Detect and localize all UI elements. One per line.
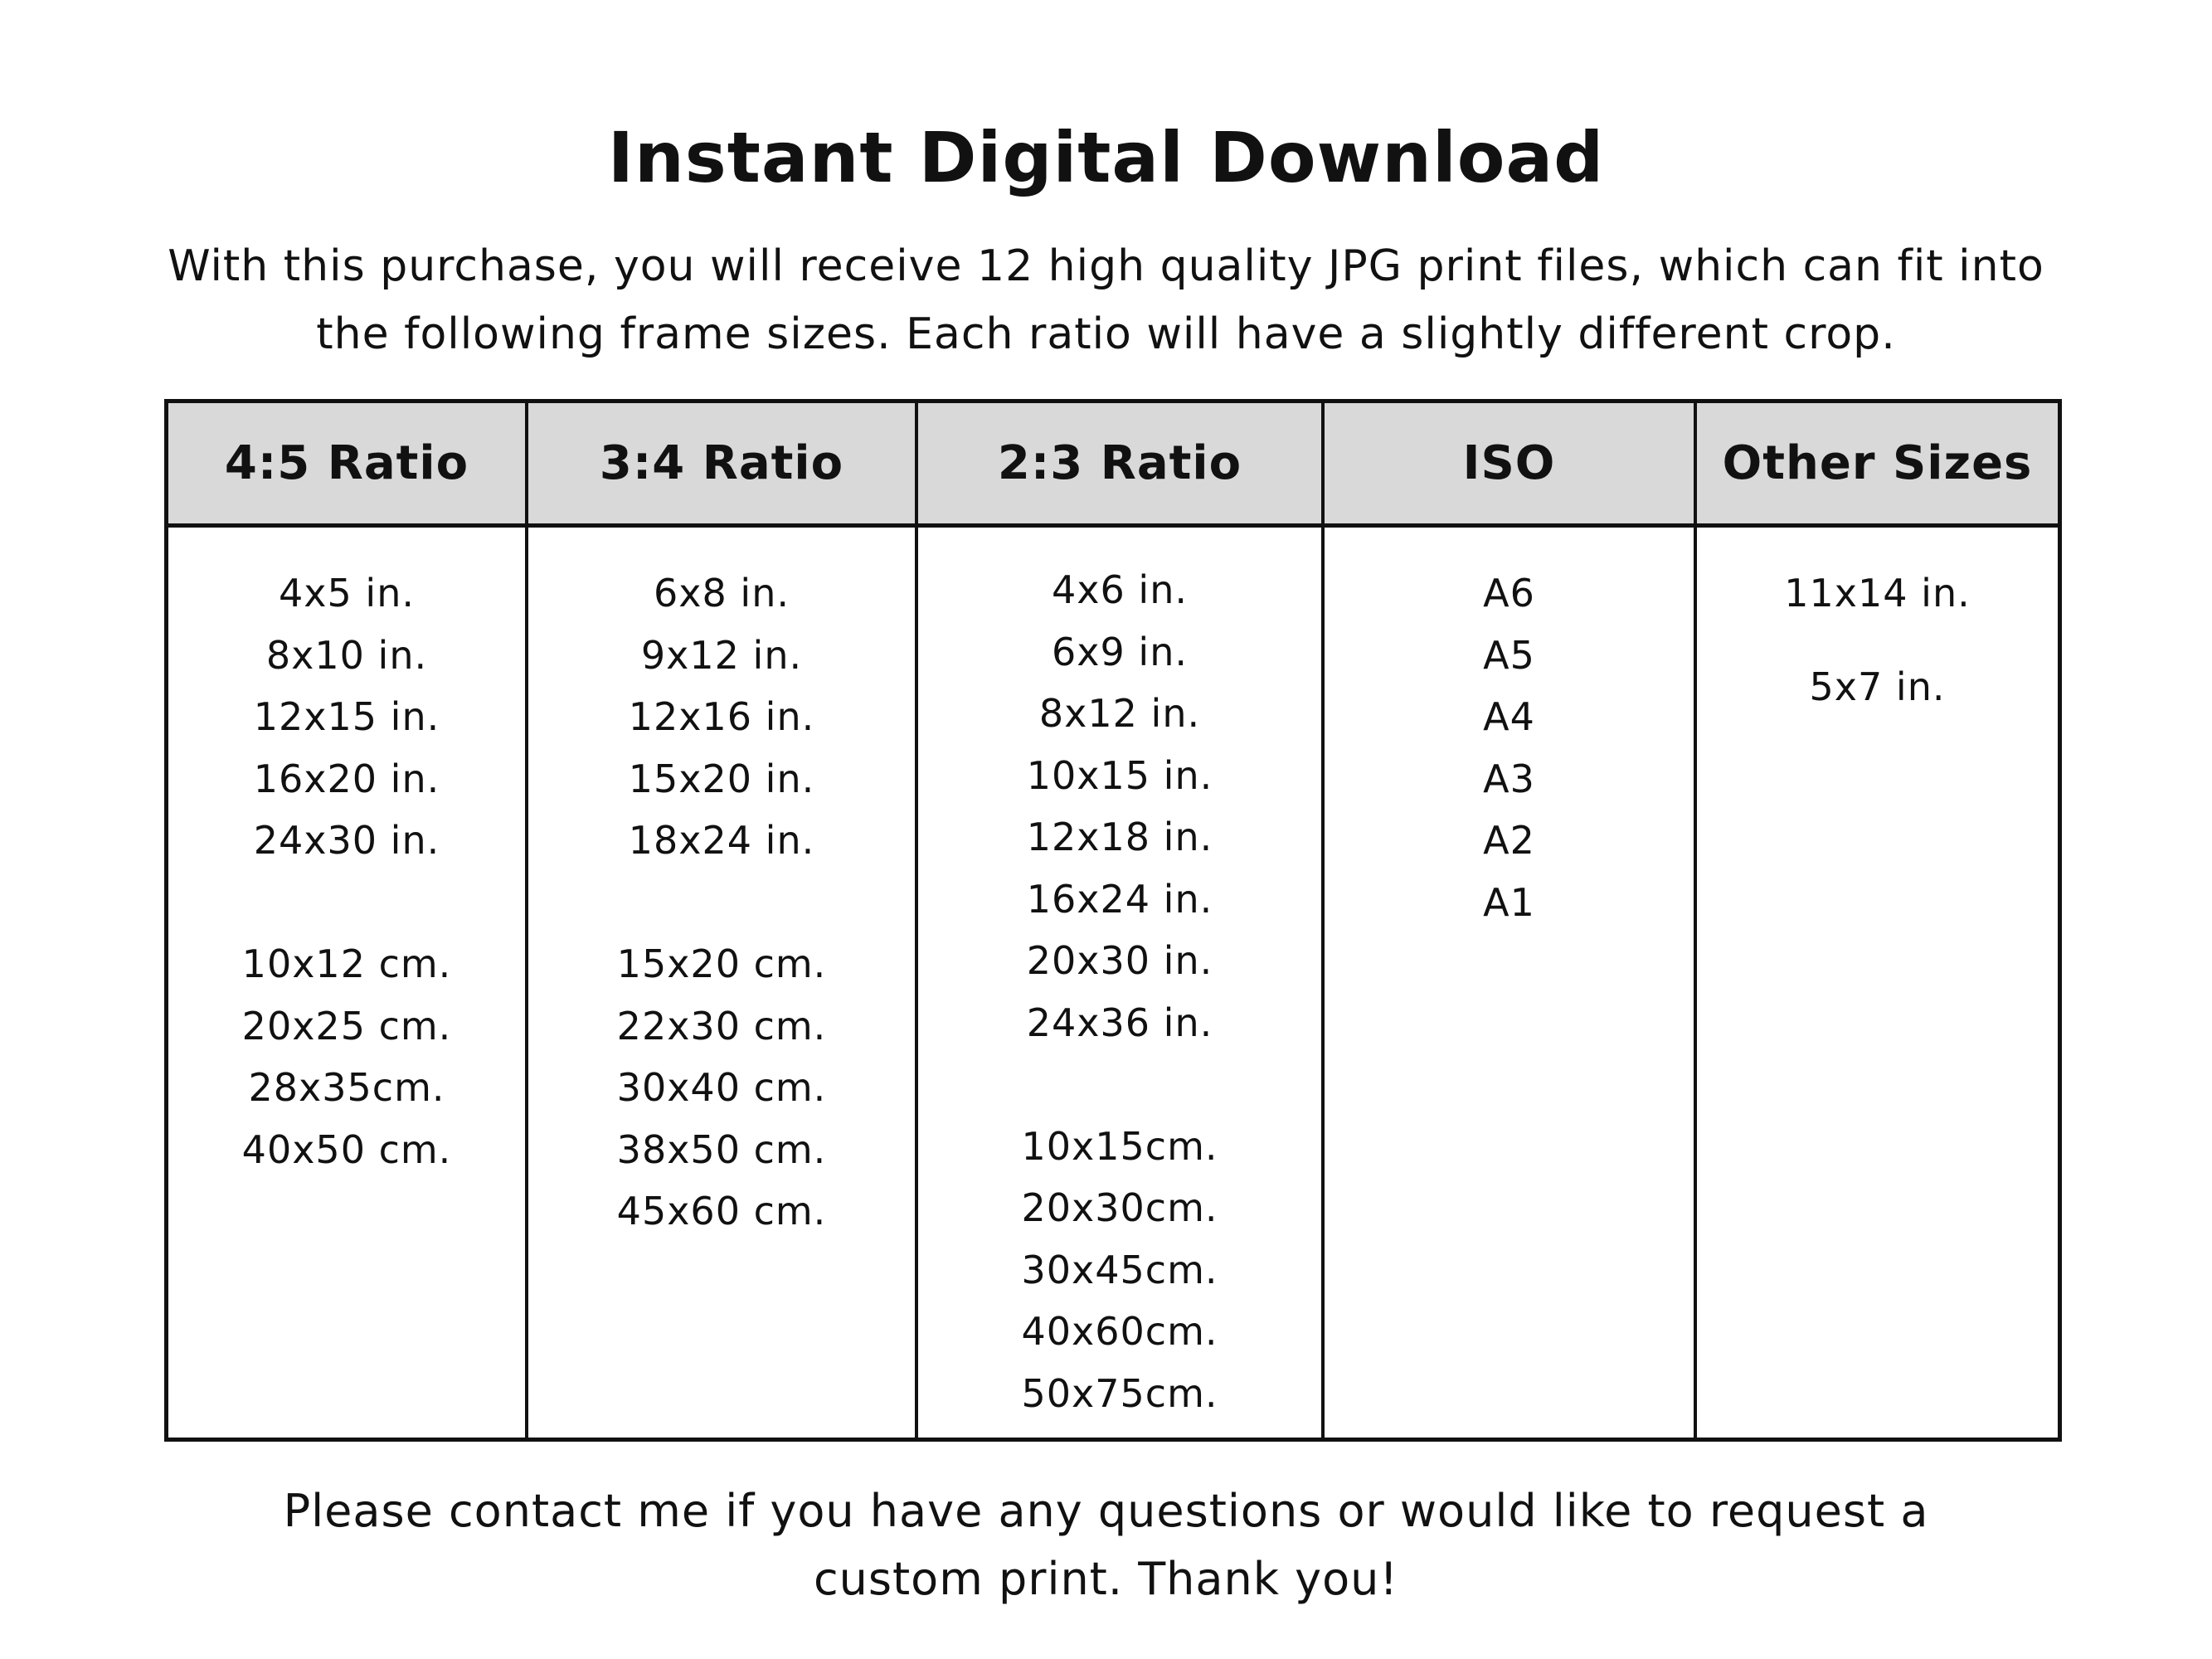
size-item: 12x18 in. — [1026, 815, 1213, 859]
spacer — [528, 872, 915, 934]
size-item: A1 — [1483, 879, 1535, 925]
size-item: 12x16 in. — [628, 694, 815, 739]
size-list — [1697, 528, 2058, 718]
size-item: 10x15 in. — [1026, 752, 1213, 798]
size-item: 6x8 in. — [654, 571, 790, 615]
size-item: 24x36 in. — [1026, 1000, 1213, 1045]
column-header: ISO — [1325, 403, 1694, 528]
size-item: 20x25 cm. — [241, 1003, 452, 1048]
size-item: 15x20 in. — [628, 756, 815, 801]
size-item: 10x15cm. — [1021, 1123, 1218, 1169]
size-item: 18x24 in. — [628, 818, 815, 863]
spacer — [168, 872, 525, 934]
page-title: Instant Digital Download — [607, 117, 1605, 198]
size-item: 50x75cm. — [1021, 1370, 1218, 1416]
size-item: 6x9 in. — [1052, 629, 1188, 674]
size-item: 30x40 cm. — [616, 1065, 827, 1110]
size-item: 40x50 cm. — [241, 1126, 452, 1172]
size-item: 28x35cm. — [248, 1065, 445, 1110]
size-item: 16x20 in. — [253, 756, 440, 801]
size-list — [528, 528, 915, 1243]
size-item: 16x24 in. — [1026, 876, 1213, 922]
spacer — [918, 1053, 1321, 1116]
column-2-3-ratio — [918, 403, 1325, 1438]
size-item: 20x30cm. — [1021, 1185, 1218, 1230]
size-item: 11x14 in. — [1784, 571, 1971, 615]
footer-text: Please contact me if you have any questions or would like to request a custom print. Thank you! — [283, 1485, 1929, 1605]
frame-size-table — [164, 399, 2062, 1442]
column-iso — [1325, 403, 1697, 1438]
size-item: 8x10 in. — [265, 632, 428, 678]
size-item: 22x30 cm. — [616, 1003, 827, 1048]
size-item: A4 — [1483, 694, 1535, 739]
column-header: 4:5 Ratio — [168, 403, 525, 528]
column-3-4-ratio — [528, 403, 918, 1438]
size-item: 38x50 cm. — [616, 1126, 827, 1172]
size-list — [168, 528, 525, 1180]
column-header: Other Sizes — [1697, 403, 2058, 528]
size-item: 8x12 in. — [1038, 691, 1201, 736]
size-item: 12x15 in. — [253, 694, 440, 739]
column-header: 2:3 Ratio — [918, 403, 1321, 528]
size-item: 10x12 cm. — [241, 941, 452, 986]
size-item: 4x6 in. — [1052, 567, 1188, 612]
size-item: 45x60 cm. — [616, 1189, 827, 1233]
size-item: 9x12 in. — [640, 632, 803, 678]
size-item: 5x7 in. — [1809, 664, 1946, 709]
size-item: 40x60cm. — [1021, 1309, 1218, 1354]
size-item: A3 — [1483, 756, 1535, 801]
size-item: A2 — [1483, 818, 1535, 863]
size-item: 24x30 in. — [253, 818, 440, 863]
size-item: 15x20 cm. — [616, 941, 827, 986]
size-item: 30x45cm. — [1021, 1247, 1218, 1292]
column-other-sizes — [1697, 403, 2058, 1438]
size-list — [1325, 528, 1694, 933]
size-list — [918, 528, 1321, 1424]
column-header: 3:4 Ratio — [528, 403, 915, 528]
size-item: A5 — [1483, 632, 1535, 678]
column-4-5-ratio — [168, 403, 528, 1438]
size-item: 20x30 in. — [1026, 938, 1213, 983]
size-item: A6 — [1483, 571, 1535, 615]
intro-text: With this purchase, you will receive 12 high quality JPG print files, which can fit into the following frame sizes. Each ratio will have a slightly different crop. — [168, 241, 2044, 359]
size-item: 4x5 in. — [279, 571, 415, 615]
